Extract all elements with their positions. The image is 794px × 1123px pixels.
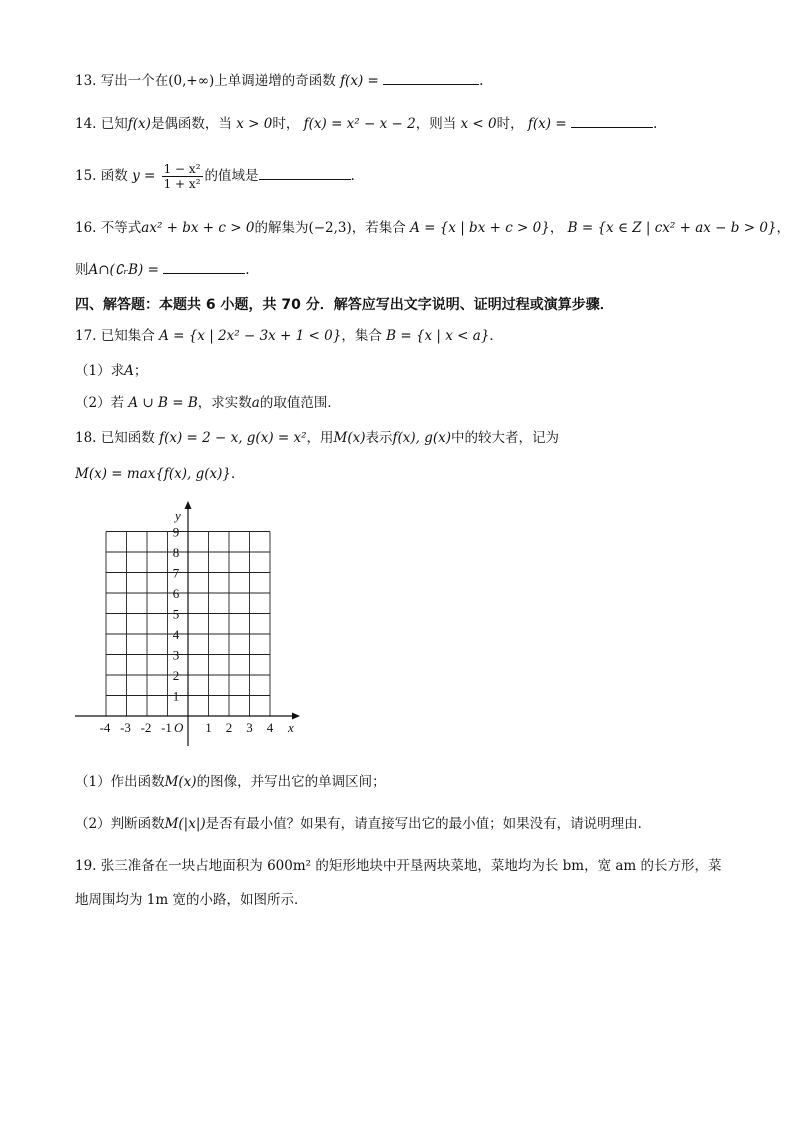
question-number: 16. bbox=[75, 220, 97, 236]
q18-text-c: 表示 bbox=[365, 430, 393, 446]
q13-fx: f(x) = bbox=[340, 73, 379, 89]
q16-setA: A = {x | bx + c > 0} bbox=[410, 220, 550, 236]
y-tick-label: 8 bbox=[172, 545, 180, 560]
question-number: 18. bbox=[75, 430, 97, 446]
q16-ineq: ax² + bx + c > 0 bbox=[141, 220, 255, 236]
answer-blank[interactable] bbox=[383, 72, 479, 85]
q17-p1: （1）求 bbox=[75, 363, 125, 379]
q17-p1end: ； bbox=[133, 363, 148, 379]
q18-p2: （2）判断函数 bbox=[75, 816, 165, 832]
question-17 bbox=[75, 327, 503, 345]
x-tick-label: -1 bbox=[161, 720, 172, 735]
q18-fg: f(x), g(x) bbox=[392, 430, 452, 446]
coordinate-grid bbox=[70, 500, 310, 750]
q15-end: . bbox=[350, 168, 355, 184]
x-tick-label: -3 bbox=[120, 720, 131, 735]
x-tick-label: -2 bbox=[140, 720, 152, 735]
q14-cond2: x < 0 bbox=[460, 116, 497, 132]
q17-p2cond: A ∪ B = B bbox=[128, 395, 198, 411]
question-19 bbox=[75, 857, 722, 875]
q14-text-c: 时， bbox=[272, 116, 300, 132]
x-axis-label: x bbox=[288, 720, 294, 735]
q16-line2a: 则 bbox=[75, 262, 89, 278]
x-tick-label: -4 bbox=[99, 720, 111, 735]
q16-setB: B = {x ∈ Z | cx² + ax − b > 0} bbox=[567, 220, 777, 236]
q17-setB: B = {x | x < a} bbox=[386, 328, 490, 344]
y-tick-label: 1 bbox=[172, 688, 180, 704]
answer-blank[interactable] bbox=[259, 167, 351, 180]
fraction bbox=[162, 162, 203, 191]
question-18-part1 bbox=[75, 773, 386, 791]
q14-expr: f(x) = x² − x − 2 bbox=[303, 116, 416, 132]
q18-p1: （1）作出函数 bbox=[75, 774, 165, 790]
x-tick-label: 3 bbox=[246, 720, 253, 735]
q19-line1: 张三准备在一块占地面积为 600m² 的矩形地块中开垦两块菜地，菜地均为长 bm，宽 am 的长方形，菜 bbox=[100, 858, 722, 874]
q17-text-a: 已知集合 bbox=[100, 328, 155, 344]
question-18 bbox=[75, 429, 559, 447]
q18-funcs: f(x) = 2 − x, g(x) = x² bbox=[159, 430, 307, 446]
q15-text-a: 函数 bbox=[100, 168, 128, 184]
q18-p2b: 是否有最小值？如果有，请直接写出它的最小值；如果没有，请说明理由． bbox=[205, 816, 652, 832]
q16-text-b: 的解集为 bbox=[254, 220, 309, 236]
q14-fx: f(x) = bbox=[527, 116, 567, 132]
q16-expr2: A∩(∁ᵣB) = bbox=[88, 262, 159, 278]
q16-end: . bbox=[245, 262, 250, 278]
q14-text-a: 已知 bbox=[100, 116, 128, 132]
q15-y: y = bbox=[132, 168, 156, 184]
q18-p1M: M(x) bbox=[164, 774, 197, 790]
q18-M: M(x) bbox=[333, 430, 366, 446]
answer-blank[interactable] bbox=[163, 261, 245, 274]
question-15 bbox=[75, 158, 355, 194]
q15-text-b: 的值域是 bbox=[204, 168, 259, 184]
q17-p2c: 的取值范围． bbox=[259, 395, 341, 411]
q16-sol: (−2,3) bbox=[308, 220, 352, 236]
q18-text-a: 已知函数 bbox=[100, 430, 155, 446]
answer-blank[interactable] bbox=[571, 115, 653, 128]
question-14 bbox=[75, 115, 657, 133]
y-axis-arrow bbox=[185, 501, 192, 509]
q13-text-b: 上单调递增的奇函数 bbox=[214, 73, 336, 89]
question-number: 19. bbox=[75, 858, 97, 874]
axes bbox=[75, 501, 300, 746]
y-tick-label: 6 bbox=[172, 586, 180, 601]
q18-p1b: 的图像，并写出它的单调区间； bbox=[196, 774, 386, 790]
x-tick-label: 2 bbox=[225, 720, 233, 735]
q18-defend: ． bbox=[231, 466, 245, 482]
q17-p2b: ，求实数 bbox=[197, 395, 252, 411]
q16-text-c: ，若集合 bbox=[351, 220, 406, 236]
q17-setA: A = {x | 2x² − 3x + 1 < 0} bbox=[159, 328, 342, 344]
question-17-part2 bbox=[75, 394, 341, 412]
x-axis-arrow bbox=[292, 713, 300, 720]
question-number: 15. bbox=[75, 168, 97, 184]
question-16-line2 bbox=[75, 261, 250, 279]
fraction-numerator: 1 − x² bbox=[163, 162, 201, 176]
x-tick-label: 4 bbox=[266, 720, 274, 735]
q18-text-d: 中的较大者，记为 bbox=[451, 430, 560, 446]
q14-end: . bbox=[652, 116, 658, 132]
question-19-line2 bbox=[75, 891, 307, 909]
q18-def: M(x) = max{f(x), g(x)} bbox=[75, 466, 232, 482]
question-18-part2 bbox=[75, 815, 651, 833]
q16-text-e: ， bbox=[776, 220, 790, 236]
q17-p1var: A bbox=[124, 363, 134, 379]
y-tick-label: 9 bbox=[172, 524, 180, 540]
question-number: 13. bbox=[75, 73, 97, 89]
section-heading: 四、解答题：本题共 6 小题，共 70 分．解答应写出文字说明、证明过程或演算步骤． bbox=[75, 297, 614, 313]
q19-line2: 地周围均为 1m 宽的小路，如图所示． bbox=[75, 892, 308, 908]
axis-labels bbox=[100, 508, 294, 735]
fraction-denominator: 1 + x² bbox=[163, 177, 201, 191]
question-16 bbox=[75, 219, 790, 237]
y-tick-label: 3 bbox=[172, 647, 180, 663]
x-tick-label: 1 bbox=[205, 720, 212, 735]
q14-text-d: ，则当 bbox=[415, 116, 457, 132]
y-tick-label: 7 bbox=[172, 565, 180, 581]
q14-text-b: 是偶函数，当 bbox=[150, 116, 232, 132]
question-number: 17. bbox=[75, 328, 97, 344]
y-tick-label: 5 bbox=[172, 606, 180, 622]
q13-end: . bbox=[479, 73, 484, 89]
q14-text-e: 时， bbox=[496, 116, 524, 132]
q17-p2: （2）若 bbox=[75, 395, 125, 411]
q16-text-d: ， bbox=[549, 220, 564, 236]
q13-interval: (0,+∞) bbox=[168, 73, 215, 89]
question-18-def bbox=[75, 465, 245, 483]
q17-p2var: a bbox=[251, 395, 260, 411]
y-axis-label: y bbox=[175, 508, 181, 523]
question-13 bbox=[75, 72, 483, 90]
q13-text-a: 写出一个在 bbox=[100, 73, 169, 89]
question-17-part1 bbox=[75, 362, 147, 380]
y-tick-label: 2 bbox=[172, 668, 180, 683]
q16-text-a: 不等式 bbox=[100, 220, 142, 236]
q17-end: ． bbox=[489, 328, 503, 344]
question-number: 14. bbox=[75, 116, 97, 132]
origin-label: O bbox=[174, 720, 184, 735]
q14-f: f(x) bbox=[127, 116, 151, 132]
q17-text-b: ，集合 bbox=[341, 328, 382, 344]
q14-cond1: x > 0 bbox=[236, 116, 273, 132]
y-tick-label: 4 bbox=[172, 627, 180, 642]
q18-p2M: M(|x|) bbox=[164, 816, 206, 832]
q18-text-b: ，用 bbox=[306, 430, 334, 446]
